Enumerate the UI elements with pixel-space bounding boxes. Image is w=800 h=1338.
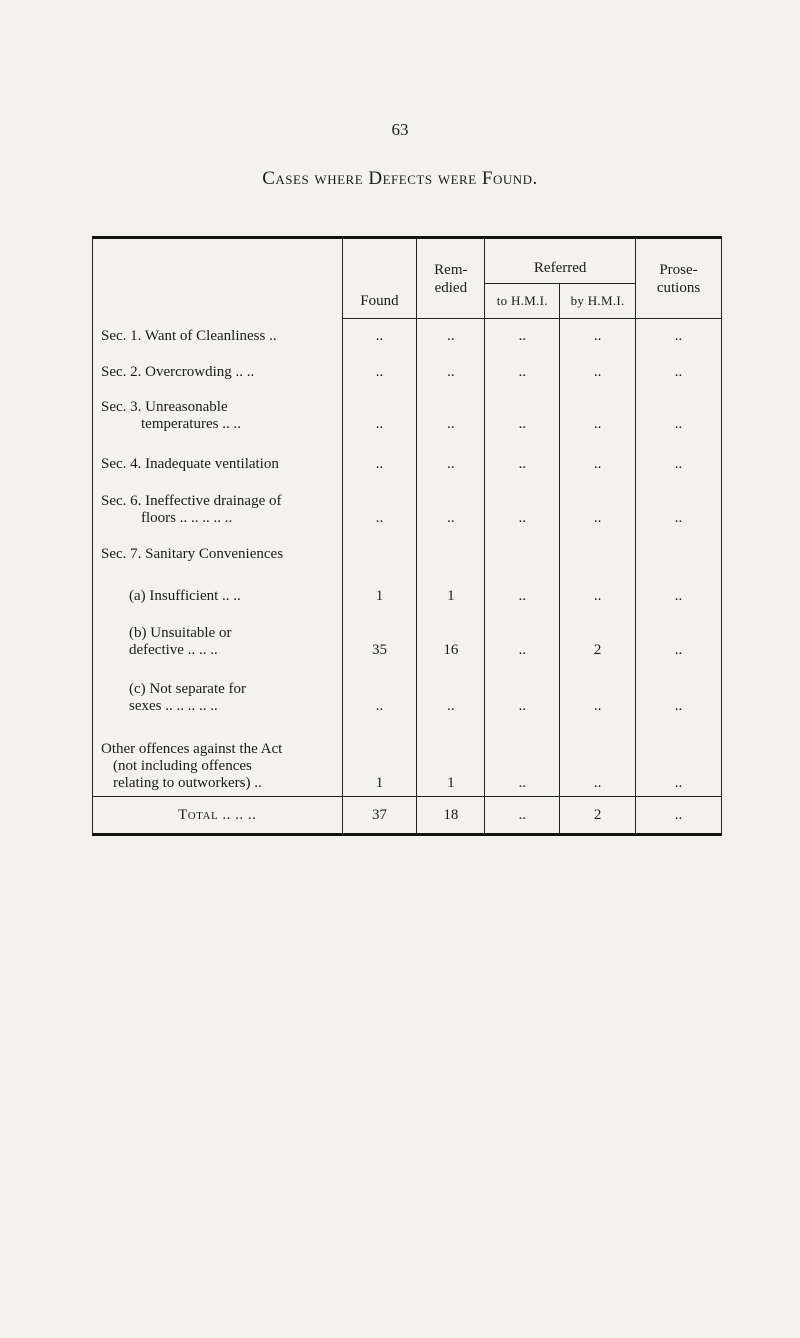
table-row [93,531,722,567]
cell-found: .. [342,319,417,349]
cell-found: 1 [342,719,417,797]
header-found: Found [342,238,417,319]
row-label: Sec. 2. Overcrowding .. .. [93,349,343,385]
cell-by-hmi: .. [560,663,636,719]
row-label-line2: temperatures .. .. [141,415,241,432]
cell-to-hmi: .. [485,437,560,477]
row-label-line1: Sec. 6. Ineffective drainage of [101,492,282,509]
row-label-line3: relating to outworkers) .. [113,775,262,791]
row-label [93,477,343,531]
row-label-line2: floors .. .. .. .. .. [141,509,233,526]
cell-found: 35 [342,609,417,663]
cell-remedied: .. [417,319,485,349]
cell-found: .. [342,385,417,437]
row-label [93,609,343,663]
row-label-line1: (a) Insufficient .. .. [129,587,241,604]
row-label: Sec. 4. Inadequate ventilation [93,437,343,477]
cell-prosecutions: .. [636,319,722,349]
row-label: Sec. 7. Sanitary Conveniences [93,531,343,567]
table-row [93,319,722,349]
cell-remedied: 1 [417,719,485,797]
cell-remedied: .. [417,385,485,437]
cell-by-hmi: 2 [560,609,636,663]
total-row [93,797,722,835]
cell-by-hmi: .. [560,477,636,531]
row-label [93,385,343,437]
cell-found: .. [342,349,417,385]
row-label [93,663,343,719]
cell-to-hmi: .. [485,567,560,609]
cell-remedied: .. [417,663,485,719]
cell-remedied: .. [417,437,485,477]
row-label [93,719,343,797]
header-referred: Referred [485,238,636,284]
cell-prosecutions: .. [636,385,722,437]
cell-prosecutions: .. [636,349,722,385]
row-label-line1: (b) Unsuitable or [129,624,232,641]
cell-remedied: .. [417,477,485,531]
header-prosecutions: Prose- cutions [636,238,722,319]
table-row [93,609,722,663]
cell-to-hmi: .. [485,319,560,349]
cell-to-hmi: .. [485,609,560,663]
table-row [93,477,722,531]
cell-to-hmi: .. [485,477,560,531]
cell-remedied: 1 [417,567,485,609]
table-row [93,567,722,609]
total-to-hmi: .. [485,797,560,835]
cell-by-hmi: .. [560,437,636,477]
cell-to-hmi: .. [485,663,560,719]
cell-found: .. [342,663,417,719]
page-title: Cases where Defects were Found. [262,168,538,189]
cell-to-hmi: .. [485,719,560,797]
row-label-line2: defective .. .. .. [129,641,218,658]
row-label-line1: Other offences against the Act [101,741,283,757]
cell-to-hmi [485,531,560,567]
table-row [93,663,722,719]
header-to-hmi: to H.M.I. [485,284,560,319]
defects-table [92,236,722,836]
total-by-hmi: 2 [560,797,636,835]
cell-prosecutions: .. [636,437,722,477]
table-row [93,719,722,797]
cell-by-hmi: .. [560,349,636,385]
cell-to-hmi: .. [485,349,560,385]
header-remedied: Rem- edied [417,238,485,319]
table-row [93,349,722,385]
row-label-line1: (c) Not separate for [129,680,247,697]
cell-found: .. [342,437,417,477]
cell-prosecutions: .. [636,609,722,663]
header-by-hmi: by H.M.I. [560,284,636,319]
cell-by-hmi: .. [560,719,636,797]
cell-found: .. [342,477,417,531]
cell-to-hmi: .. [485,385,560,437]
row-label: Sec. 1. Want of Cleanliness .. [93,319,343,349]
cell-found [342,531,417,567]
row-label [93,567,343,609]
cell-remedied [417,531,485,567]
row-label-line2: sexes .. .. .. .. .. [129,697,218,714]
total-label: Total .. .. .. [93,797,343,835]
cell-by-hmi: .. [560,567,636,609]
cell-by-hmi: .. [560,319,636,349]
cell-prosecutions: .. [636,567,722,609]
header-blank [93,238,343,319]
page-number: 63 [391,120,409,139]
total-prosecutions: .. [636,797,722,835]
cell-prosecutions: .. [636,663,722,719]
total-remedied: 18 [417,797,485,835]
total-found: 37 [342,797,417,835]
cell-prosecutions [636,531,722,567]
row-label-line1: Sec. 3. Unreasonable [101,398,228,415]
cell-remedied: 16 [417,609,485,663]
cell-by-hmi [560,531,636,567]
cell-prosecutions: .. [636,719,722,797]
cell-found: 1 [342,567,417,609]
table-row [93,437,722,477]
cell-by-hmi: .. [560,385,636,437]
cell-remedied: .. [417,349,485,385]
cell-prosecutions: .. [636,477,722,531]
table-row [93,385,722,437]
row-label-line2: (not including offences [113,758,252,774]
